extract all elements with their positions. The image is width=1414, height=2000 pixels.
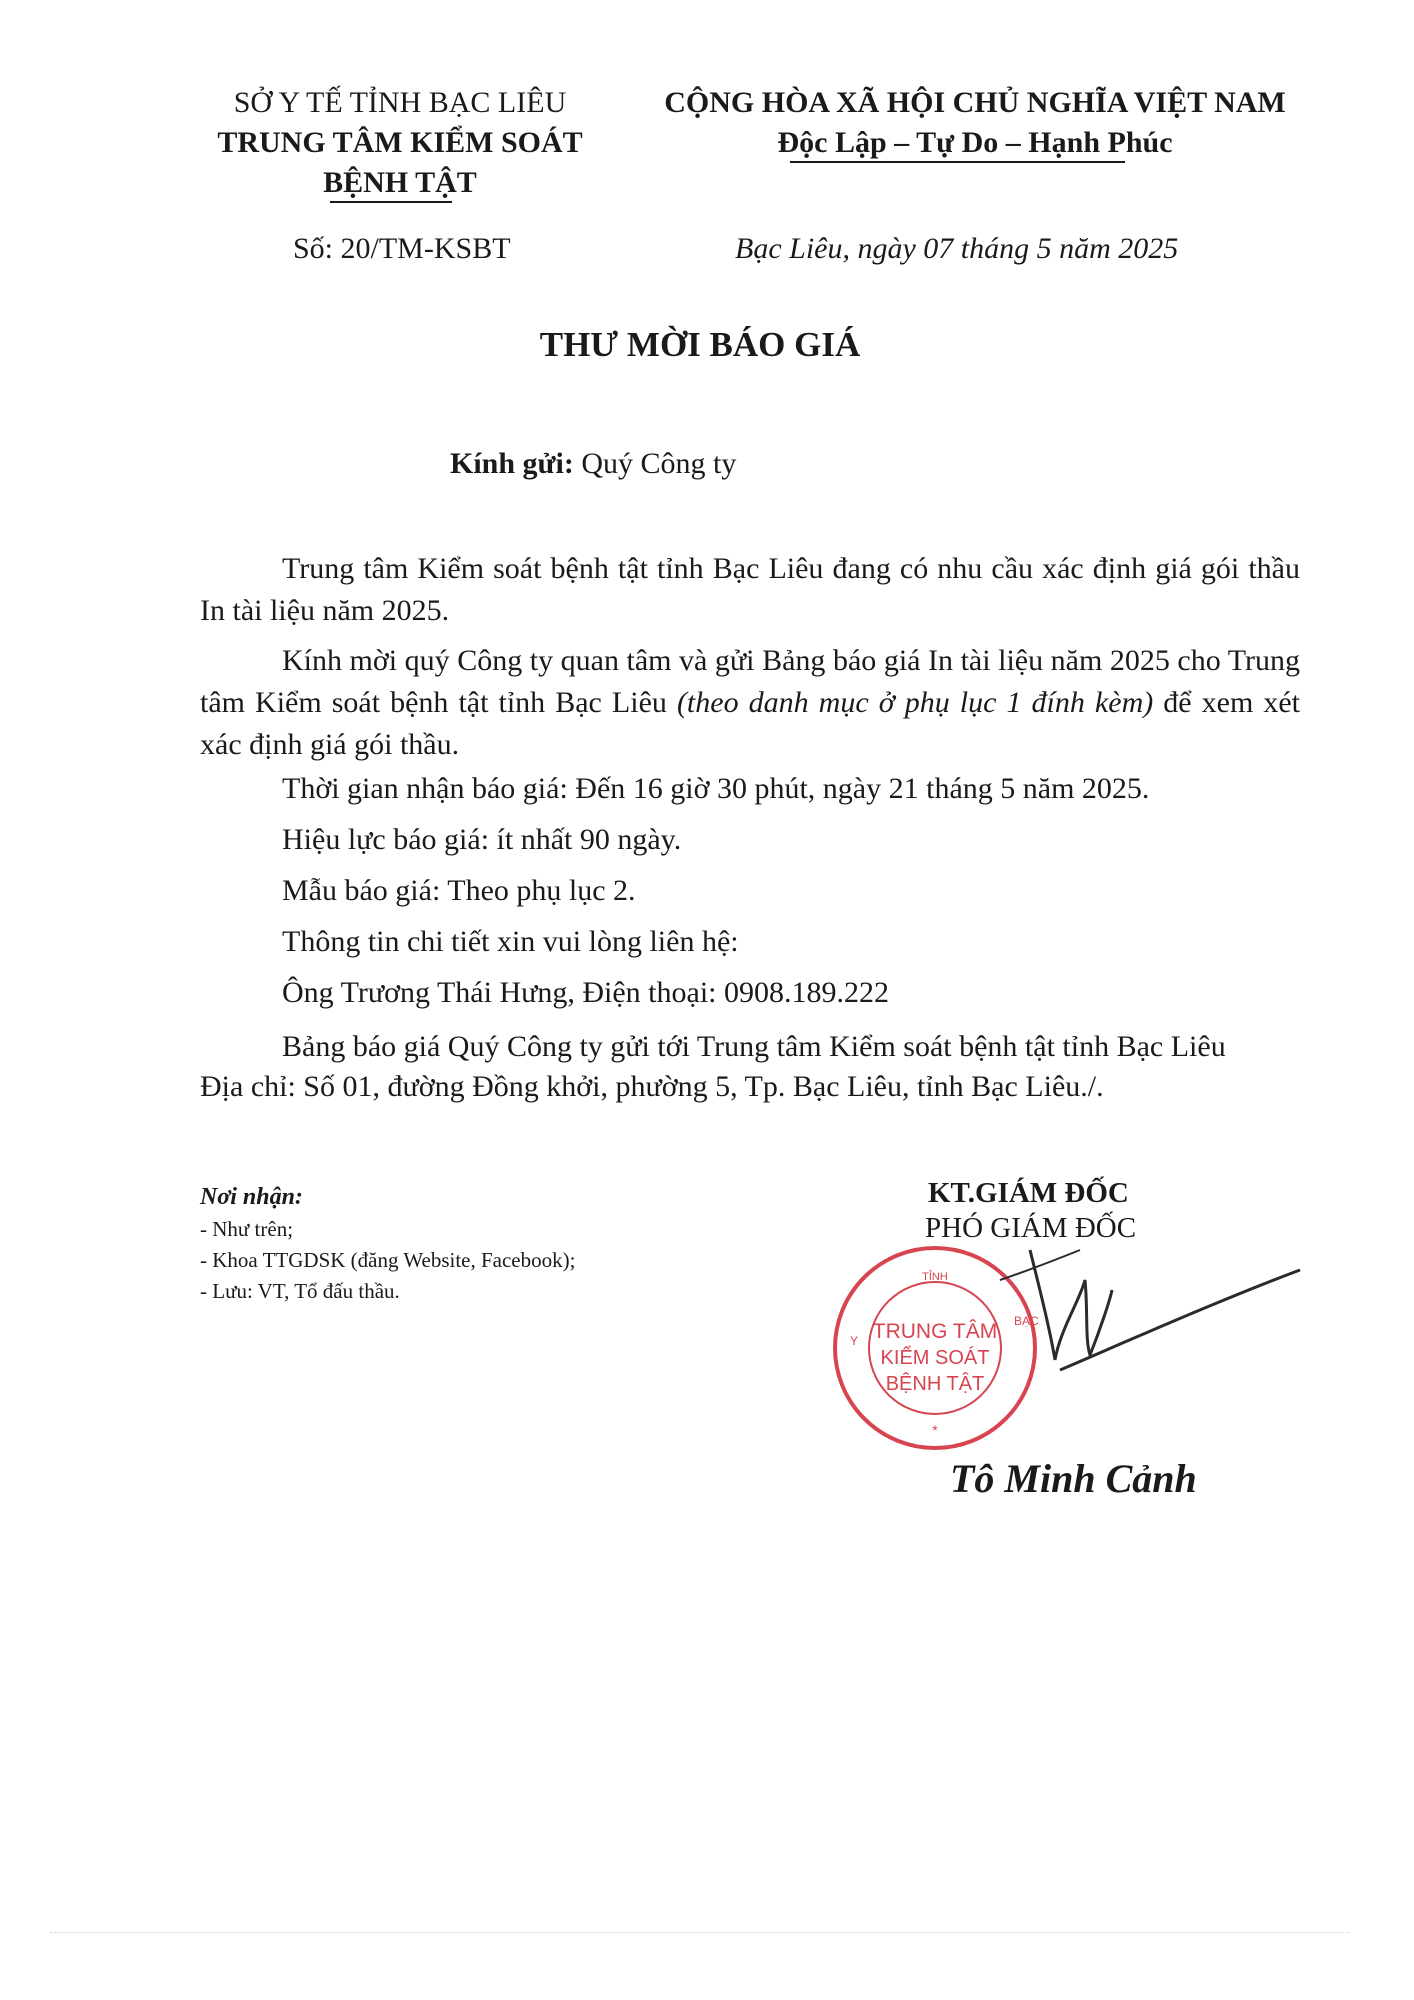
page-footer-rule [50, 1932, 1350, 1933]
agency-name: TRUNG TÂM KIỂM SOÁT [217, 126, 583, 159]
paragraph-invitation [200, 640, 1300, 766]
paragraph-need [200, 548, 1300, 632]
national-title: CỘNG HÒA XÃ HỘI CHỦ NGHĨA VIỆT NAM [664, 86, 1286, 119]
recipient-item: - Như trên; [200, 1217, 294, 1241]
validity-line: Hiệu lực báo giá: ít nhất 90 ngày. [282, 823, 682, 856]
agency-name-cont: BỆNH TẬT [323, 166, 477, 199]
signer-name: Tô Minh Cảnh [950, 1456, 1197, 1501]
national-motto: Độc Lập – Tự Do – Hạnh Phúc [777, 126, 1173, 159]
national-header [650, 83, 1300, 163]
recipients-heading: Nơi nhận: [200, 1184, 303, 1210]
svg-text:BẠC: BẠC [1014, 1314, 1039, 1328]
stamp-text-2: KIỂM SOÁT [880, 1347, 990, 1369]
recipient-value: Quý Công ty [581, 447, 737, 480]
svg-text:Y: Y [850, 1334, 859, 1348]
paragraph-need-text: Trung tâm Kiểm soát bệnh tật tỉnh Bạc Liêu đang có nhu cầu xác định giá gói thầu In tài liệu năm 2025. [200, 552, 1300, 627]
signer-subtitle: PHÓ GIÁM ĐỐC [925, 1212, 1137, 1244]
document-number: Số: 20/TM-KSBT [293, 232, 511, 265]
recipient-label: Kính gửi: [450, 447, 574, 480]
motto-underline [790, 161, 1125, 163]
recipient-item: - Khoa TTGDSK (đăng Website, Facebook); [200, 1248, 576, 1272]
signer-title: KT.GIÁM ĐỐC [928, 1177, 1129, 1209]
invitation-text: Kính mời quý Công ty quan tâm và gửi Bảng báo giá In tài liệu năm 2025 cho Trung tâm Kiểm soát bệnh tật tỉnh Bạc Liêu [200, 644, 1300, 719]
place-date: Bạc Liêu, ngày 07 tháng 5 năm 2025 [735, 232, 1179, 265]
agency-parent: SỞ Y TẾ TỈNH BẠC LIÊU [233, 86, 567, 119]
agency-underline [330, 201, 452, 203]
deadline-line: Thời gian nhận báo giá: Đến 16 giờ 30 phút, ngày 21 tháng 5 năm 2025. [282, 772, 1150, 805]
agency-header [200, 83, 600, 203]
svg-text:TỈNH: TỈNH [922, 1271, 948, 1283]
recipients-block [200, 1180, 575, 1307]
stamp-text-1: TRUNG TÂM [872, 1320, 998, 1343]
handwritten-signature [880, 1220, 1320, 1400]
svg-text:*: * [932, 1422, 938, 1438]
invitation-text-end: để xem xét xác định giá gói thầu. [200, 686, 1300, 761]
address-line: Địa chỉ: Số 01, đường Đồng khởi, phường 5, Tp. Bạc Liêu, tỉnh Bạc Liêu./. [200, 1070, 1104, 1103]
contact-intro-line: Thông tin chi tiết xin vui lòng liên hệ: [282, 925, 739, 958]
recipient-item: - Lưu: VT, Tổ đấu thầu. [200, 1279, 400, 1303]
send-to-line: Bảng báo giá Quý Công ty gửi tới Trung tâm Kiểm soát bệnh tật tỉnh Bạc Liêu [282, 1030, 1226, 1063]
stamp-text-3: BỆNH TẬT [885, 1373, 985, 1395]
contact-line: Ông Trương Thái Hưng, Điện thoại: 0908.189.222 [282, 976, 890, 1009]
document-title: THƯ MỜI BÁO GIÁ [539, 325, 861, 364]
recipient-line [450, 447, 736, 481]
template-line: Mẫu báo giá: Theo phụ lục 2. [282, 874, 636, 907]
invitation-appendix-note: (theo danh mục ở phụ lục 1 đính kèm) [676, 686, 1154, 719]
